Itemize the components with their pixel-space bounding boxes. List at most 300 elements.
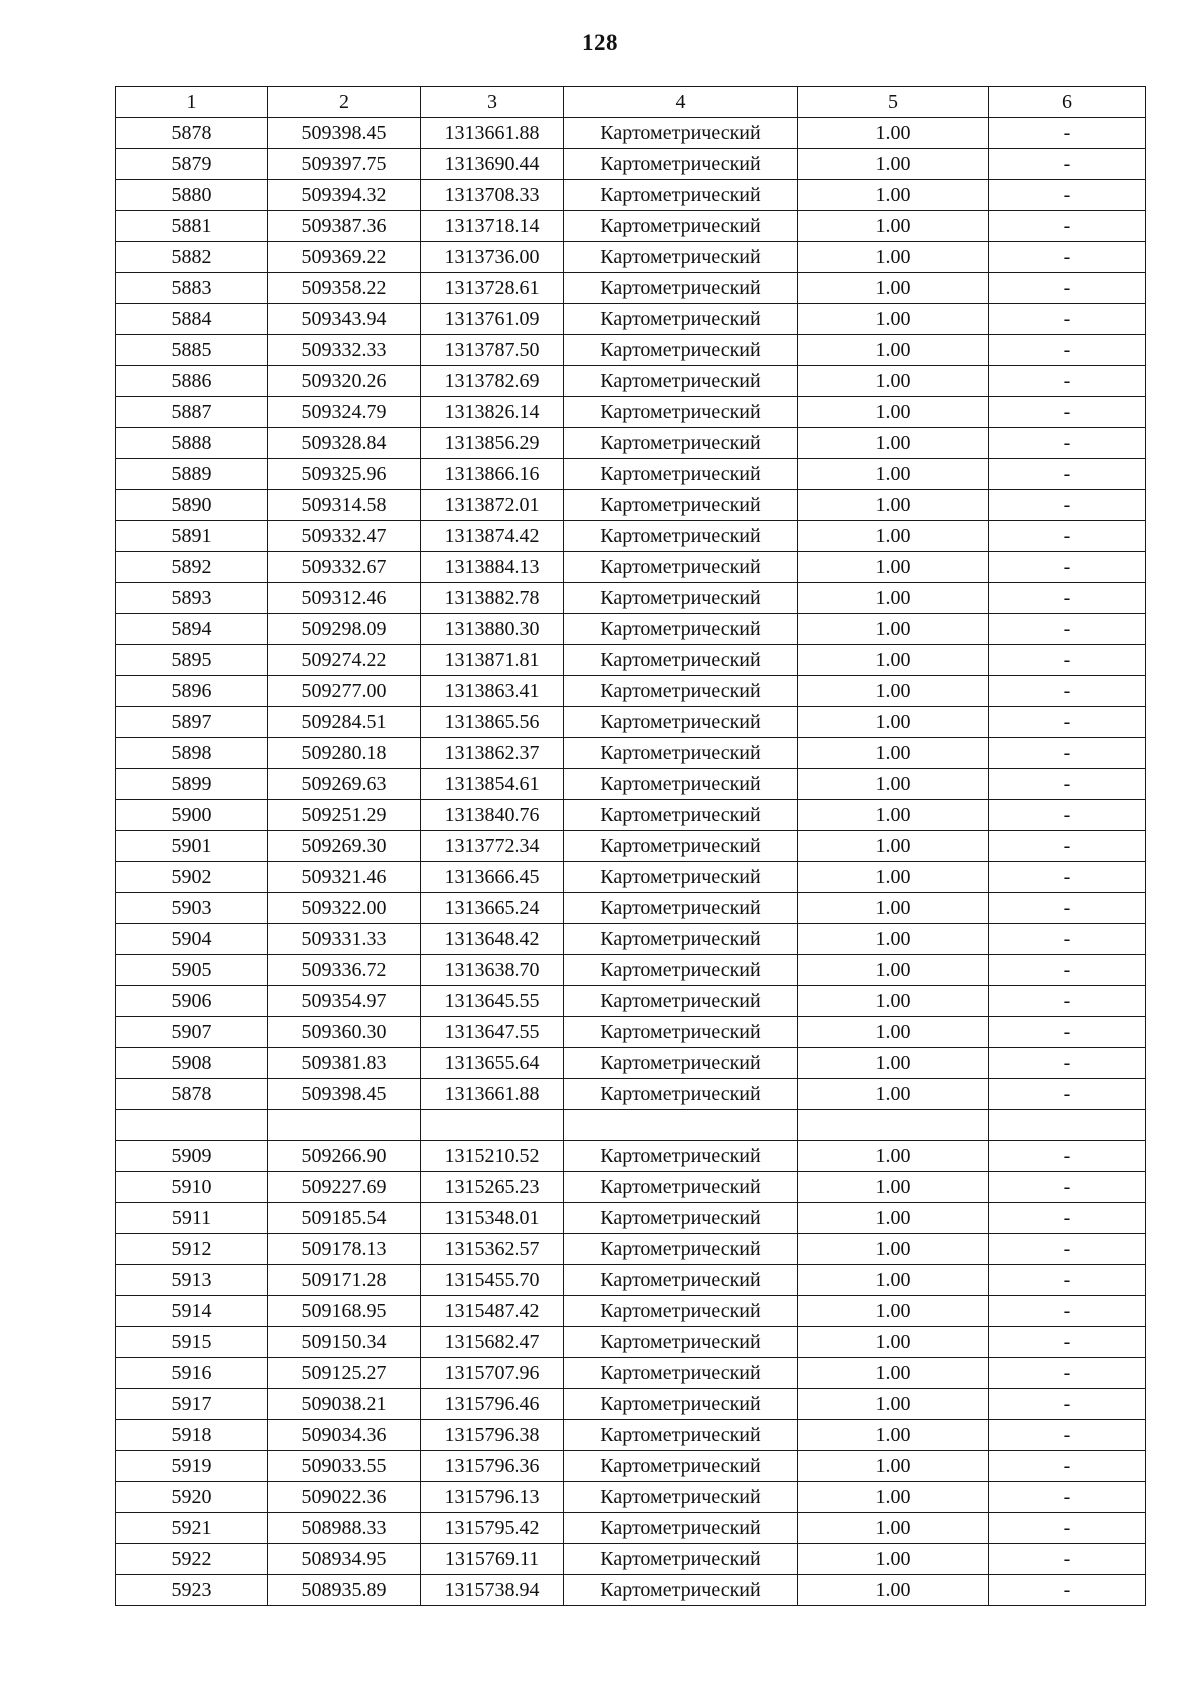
accuracy-cell: 1.00: [798, 242, 989, 273]
table-row: [116, 924, 1146, 955]
y-coordinate-cell: 1315487.42: [421, 1296, 564, 1327]
method-cell: Картометрический: [564, 490, 798, 521]
table-row: [116, 1544, 1146, 1575]
x-coordinate-cell: 509185.54: [268, 1203, 421, 1234]
x-coordinate-cell: 509332.67: [268, 552, 421, 583]
x-coordinate-cell: 509321.46: [268, 862, 421, 893]
point-number-cell: 5895: [116, 645, 268, 676]
y-coordinate-cell: 1313787.50: [421, 335, 564, 366]
y-coordinate-cell: 1313874.42: [421, 521, 564, 552]
note-cell: -: [989, 521, 1146, 552]
table-row: [116, 490, 1146, 521]
point-number-cell: 5893: [116, 583, 268, 614]
note-cell: -: [989, 1017, 1146, 1048]
accuracy-cell: 1.00: [798, 1141, 989, 1172]
accuracy-cell: 1.00: [798, 1172, 989, 1203]
accuracy-cell: 1.00: [798, 707, 989, 738]
accuracy-cell: 1.00: [798, 986, 989, 1017]
y-coordinate-cell: 1313645.55: [421, 986, 564, 1017]
note-cell: -: [989, 1575, 1146, 1606]
accuracy-cell: 1.00: [798, 831, 989, 862]
point-number-cell: 5911: [116, 1203, 268, 1234]
y-coordinate-cell: 1313648.42: [421, 924, 564, 955]
method-cell: Картометрический: [564, 707, 798, 738]
table-row: [116, 1420, 1146, 1451]
accuracy-cell: 1.00: [798, 1296, 989, 1327]
x-coordinate-cell: 509269.63: [268, 769, 421, 800]
y-coordinate-cell: 1313856.29: [421, 428, 564, 459]
x-coordinate-cell: 509336.72: [268, 955, 421, 986]
method-cell: Картометрический: [564, 180, 798, 211]
point-number-cell: 5902: [116, 862, 268, 893]
accuracy-cell: 1.00: [798, 1327, 989, 1358]
accuracy-cell: 1.00: [798, 180, 989, 211]
y-coordinate-cell: 1313728.61: [421, 273, 564, 304]
table-body: [116, 118, 1146, 1606]
method-cell: Картометрический: [564, 831, 798, 862]
x-coordinate-cell: 509227.69: [268, 1172, 421, 1203]
method-cell: Картометрический: [564, 118, 798, 149]
x-coordinate-cell: 509343.94: [268, 304, 421, 335]
method-cell: Картометрический: [564, 1234, 798, 1265]
accuracy-cell: 1.00: [798, 893, 989, 924]
page-number: 128: [582, 30, 618, 55]
point-number-cell: 5892: [116, 552, 268, 583]
y-coordinate-cell: 1313880.30: [421, 614, 564, 645]
table-row: [116, 862, 1146, 893]
point-number-cell: 5907: [116, 1017, 268, 1048]
accuracy-cell: 1.00: [798, 676, 989, 707]
accuracy-cell: 1.00: [798, 211, 989, 242]
table-row: [116, 149, 1146, 180]
method-cell: Картометрический: [564, 1420, 798, 1451]
method-cell: Картометрический: [564, 1017, 798, 1048]
method-cell: Картометрический: [564, 614, 798, 645]
point-number-cell: 5908: [116, 1048, 268, 1079]
method-cell: Картометрический: [564, 1079, 798, 1110]
point-number-cell: 5878: [116, 118, 268, 149]
y-coordinate-cell: 1313782.69: [421, 366, 564, 397]
point-number-cell: 5885: [116, 335, 268, 366]
point-number-cell: 5897: [116, 707, 268, 738]
accuracy-cell: 1.00: [798, 1265, 989, 1296]
method-cell: Картометрический: [564, 1482, 798, 1513]
y-coordinate-cell: 1313871.81: [421, 645, 564, 676]
note-cell: -: [989, 1265, 1146, 1296]
x-coordinate-cell: 509298.09: [268, 614, 421, 645]
table-row: [116, 1172, 1146, 1203]
table-row: [116, 986, 1146, 1017]
x-coordinate-cell: 508934.95: [268, 1544, 421, 1575]
column-header: 6: [989, 87, 1146, 118]
y-coordinate-cell: 1313661.88: [421, 1079, 564, 1110]
y-coordinate-cell: 1313840.76: [421, 800, 564, 831]
accuracy-cell: 1.00: [798, 1389, 989, 1420]
x-coordinate-cell: 509251.29: [268, 800, 421, 831]
x-coordinate-cell: [268, 1110, 421, 1141]
note-cell: -: [989, 118, 1146, 149]
table-row: [116, 1513, 1146, 1544]
y-coordinate-cell: 1315455.70: [421, 1265, 564, 1296]
y-coordinate-cell: 1313638.70: [421, 955, 564, 986]
y-coordinate-cell: 1313665.24: [421, 893, 564, 924]
y-coordinate-cell: 1315738.94: [421, 1575, 564, 1606]
note-cell: -: [989, 149, 1146, 180]
note-cell: -: [989, 1544, 1146, 1575]
table-row: [116, 800, 1146, 831]
table-row: [116, 1482, 1146, 1513]
table-header-row: [116, 87, 1146, 118]
point-number-cell: 5887: [116, 397, 268, 428]
table-row: [116, 242, 1146, 273]
point-number-cell: 5894: [116, 614, 268, 645]
accuracy-cell: 1.00: [798, 273, 989, 304]
point-number-cell: 5879: [116, 149, 268, 180]
x-coordinate-cell: 509325.96: [268, 459, 421, 490]
x-coordinate-cell: 509332.33: [268, 335, 421, 366]
method-cell: Картометрический: [564, 1048, 798, 1079]
x-coordinate-cell: 509266.90: [268, 1141, 421, 1172]
y-coordinate-cell: 1313761.09: [421, 304, 564, 335]
column-header: 5: [798, 87, 989, 118]
note-cell: -: [989, 180, 1146, 211]
note-cell: -: [989, 1079, 1146, 1110]
table-row: [116, 1327, 1146, 1358]
table-row: [116, 831, 1146, 862]
point-number-cell: 5910: [116, 1172, 268, 1203]
table-row: [116, 273, 1146, 304]
y-coordinate-cell: 1313666.45: [421, 862, 564, 893]
method-cell: Картометрический: [564, 149, 798, 180]
table-row: [116, 366, 1146, 397]
y-coordinate-cell: 1313882.78: [421, 583, 564, 614]
accuracy-cell: 1.00: [798, 428, 989, 459]
note-cell: -: [989, 1327, 1146, 1358]
table-row: [116, 1451, 1146, 1482]
note-cell: -: [989, 1234, 1146, 1265]
x-coordinate-cell: 509397.75: [268, 149, 421, 180]
y-coordinate-cell: 1313865.56: [421, 707, 564, 738]
accuracy-cell: 1.00: [798, 614, 989, 645]
y-coordinate-cell: 1315796.13: [421, 1482, 564, 1513]
method-cell: Картометрический: [564, 676, 798, 707]
point-number-cell: 5903: [116, 893, 268, 924]
table-row: [116, 552, 1146, 583]
accuracy-cell: 1.00: [798, 1079, 989, 1110]
note-cell: -: [989, 1203, 1146, 1234]
method-cell: Картометрический: [564, 1265, 798, 1296]
table-row: [116, 676, 1146, 707]
x-coordinate-cell: 509320.26: [268, 366, 421, 397]
x-coordinate-cell: 509398.45: [268, 118, 421, 149]
accuracy-cell: 1.00: [798, 335, 989, 366]
x-coordinate-cell: 509394.32: [268, 180, 421, 211]
method-cell: Картометрический: [564, 738, 798, 769]
y-coordinate-cell: 1315707.96: [421, 1358, 564, 1389]
method-cell: Картометрический: [564, 273, 798, 304]
y-coordinate-cell: 1313862.37: [421, 738, 564, 769]
note-cell: -: [989, 1358, 1146, 1389]
point-number-cell: 5881: [116, 211, 268, 242]
y-coordinate-cell: 1315795.42: [421, 1513, 564, 1544]
point-number-cell: 5920: [116, 1482, 268, 1513]
x-coordinate-cell: 509322.00: [268, 893, 421, 924]
note-cell: -: [989, 1389, 1146, 1420]
accuracy-cell: 1.00: [798, 1544, 989, 1575]
note-cell: -: [989, 552, 1146, 583]
note-cell: -: [989, 676, 1146, 707]
x-coordinate-cell: 509277.00: [268, 676, 421, 707]
note-cell: -: [989, 924, 1146, 955]
x-coordinate-cell: 509328.84: [268, 428, 421, 459]
accuracy-cell: 1.00: [798, 862, 989, 893]
y-coordinate-cell: 1315769.11: [421, 1544, 564, 1575]
note-cell: -: [989, 428, 1146, 459]
y-coordinate-cell: 1313872.01: [421, 490, 564, 521]
accuracy-cell: 1.00: [798, 769, 989, 800]
note-cell: -: [989, 707, 1146, 738]
note-cell: -: [989, 1048, 1146, 1079]
accuracy-cell: 1.00: [798, 645, 989, 676]
accuracy-cell: 1.00: [798, 397, 989, 428]
method-cell: Картометрический: [564, 552, 798, 583]
y-coordinate-cell: 1313826.14: [421, 397, 564, 428]
point-number-cell: 5918: [116, 1420, 268, 1451]
point-number-cell: 5900: [116, 800, 268, 831]
accuracy-cell: 1.00: [798, 366, 989, 397]
table-row: [116, 1110, 1146, 1141]
accuracy-cell: [798, 1110, 989, 1141]
note-cell: -: [989, 1513, 1146, 1544]
method-cell: Картометрический: [564, 1451, 798, 1482]
point-number-cell: 5922: [116, 1544, 268, 1575]
accuracy-cell: 1.00: [798, 924, 989, 955]
y-coordinate-cell: 1315796.36: [421, 1451, 564, 1482]
table-row: [116, 1389, 1146, 1420]
y-coordinate-cell: 1313655.64: [421, 1048, 564, 1079]
x-coordinate-cell: 509033.55: [268, 1451, 421, 1482]
x-coordinate-cell: 509324.79: [268, 397, 421, 428]
y-coordinate-cell: 1313772.34: [421, 831, 564, 862]
note-cell: -: [989, 211, 1146, 242]
table-row: [116, 1048, 1146, 1079]
point-number-cell: 5919: [116, 1451, 268, 1482]
x-coordinate-cell: 509280.18: [268, 738, 421, 769]
point-number-cell: 5891: [116, 521, 268, 552]
x-coordinate-cell: 509178.13: [268, 1234, 421, 1265]
method-cell: Картометрический: [564, 1575, 798, 1606]
point-number-cell: [116, 1110, 268, 1141]
note-cell: -: [989, 1296, 1146, 1327]
accuracy-cell: 1.00: [798, 118, 989, 149]
accuracy-cell: 1.00: [798, 1234, 989, 1265]
y-coordinate-cell: 1315265.23: [421, 1172, 564, 1203]
point-number-cell: 5882: [116, 242, 268, 273]
table-row: [116, 893, 1146, 924]
note-cell: -: [989, 614, 1146, 645]
x-coordinate-cell: 509034.36: [268, 1420, 421, 1451]
table-row: [116, 1141, 1146, 1172]
table-row: [116, 1079, 1146, 1110]
table-row: [116, 583, 1146, 614]
y-coordinate-cell: 1313736.00: [421, 242, 564, 273]
table-row: [116, 614, 1146, 645]
x-coordinate-cell: 508988.33: [268, 1513, 421, 1544]
x-coordinate-cell: 509354.97: [268, 986, 421, 1017]
note-cell: -: [989, 273, 1146, 304]
point-number-cell: 5884: [116, 304, 268, 335]
note-cell: -: [989, 490, 1146, 521]
table-row: [116, 1358, 1146, 1389]
method-cell: Картометрический: [564, 955, 798, 986]
accuracy-cell: 1.00: [798, 1358, 989, 1389]
accuracy-cell: 1.00: [798, 738, 989, 769]
y-coordinate-cell: 1315362.57: [421, 1234, 564, 1265]
note-cell: -: [989, 459, 1146, 490]
note-cell: -: [989, 800, 1146, 831]
point-number-cell: 5923: [116, 1575, 268, 1606]
method-cell: Картометрический: [564, 893, 798, 924]
method-cell: Картометрический: [564, 1358, 798, 1389]
x-coordinate-cell: 509274.22: [268, 645, 421, 676]
accuracy-cell: 1.00: [798, 304, 989, 335]
x-coordinate-cell: 509125.27: [268, 1358, 421, 1389]
x-coordinate-cell: 509358.22: [268, 273, 421, 304]
note-cell: -: [989, 304, 1146, 335]
method-cell: Картометрический: [564, 366, 798, 397]
accuracy-cell: 1.00: [798, 955, 989, 986]
method-cell: Картометрический: [564, 1141, 798, 1172]
point-number-cell: 5889: [116, 459, 268, 490]
x-coordinate-cell: 509312.46: [268, 583, 421, 614]
method-cell: Картометрический: [564, 800, 798, 831]
x-coordinate-cell: 509360.30: [268, 1017, 421, 1048]
y-coordinate-cell: 1315210.52: [421, 1141, 564, 1172]
accuracy-cell: 1.00: [798, 1048, 989, 1079]
point-number-cell: 5890: [116, 490, 268, 521]
x-coordinate-cell: 509369.22: [268, 242, 421, 273]
table-row: [116, 428, 1146, 459]
method-cell: Картометрический: [564, 1327, 798, 1358]
y-coordinate-cell: 1313884.13: [421, 552, 564, 583]
note-cell: -: [989, 1172, 1146, 1203]
note-cell: -: [989, 242, 1146, 273]
accuracy-cell: 1.00: [798, 1451, 989, 1482]
x-coordinate-cell: 509332.47: [268, 521, 421, 552]
table-row: [116, 707, 1146, 738]
table-row: [116, 118, 1146, 149]
x-coordinate-cell: 509171.28: [268, 1265, 421, 1296]
point-number-cell: 5916: [116, 1358, 268, 1389]
method-cell: Картометрический: [564, 459, 798, 490]
note-cell: -: [989, 583, 1146, 614]
method-cell: Картометрический: [564, 924, 798, 955]
column-header: 3: [421, 87, 564, 118]
x-coordinate-cell: 509022.36: [268, 1482, 421, 1513]
method-cell: Картометрический: [564, 986, 798, 1017]
point-number-cell: 5888: [116, 428, 268, 459]
table-row: [116, 1203, 1146, 1234]
table-row: [116, 1296, 1146, 1327]
note-cell: -: [989, 862, 1146, 893]
accuracy-cell: 1.00: [798, 583, 989, 614]
y-coordinate-cell: 1313647.55: [421, 1017, 564, 1048]
note-cell: -: [989, 366, 1146, 397]
method-cell: Картометрический: [564, 645, 798, 676]
table-row: [116, 955, 1146, 986]
coordinates-table: [115, 86, 1146, 1606]
method-cell: Картометрический: [564, 1296, 798, 1327]
note-cell: -: [989, 893, 1146, 924]
point-number-cell: 5878: [116, 1079, 268, 1110]
method-cell: Картометрический: [564, 583, 798, 614]
note-cell: -: [989, 1420, 1146, 1451]
method-cell: Картометрический: [564, 1172, 798, 1203]
y-coordinate-cell: 1313690.44: [421, 149, 564, 180]
x-coordinate-cell: 509284.51: [268, 707, 421, 738]
y-coordinate-cell: 1313718.14: [421, 211, 564, 242]
method-cell: [564, 1110, 798, 1141]
y-coordinate-cell: [421, 1110, 564, 1141]
method-cell: Картометрический: [564, 1203, 798, 1234]
point-number-cell: 5906: [116, 986, 268, 1017]
accuracy-cell: 1.00: [798, 800, 989, 831]
x-coordinate-cell: 509387.36: [268, 211, 421, 242]
table-row: [116, 769, 1146, 800]
point-number-cell: 5904: [116, 924, 268, 955]
method-cell: Картометрический: [564, 862, 798, 893]
point-number-cell: 5909: [116, 1141, 268, 1172]
accuracy-cell: 1.00: [798, 490, 989, 521]
method-cell: Картометрический: [564, 1513, 798, 1544]
accuracy-cell: 1.00: [798, 1575, 989, 1606]
y-coordinate-cell: 1315682.47: [421, 1327, 564, 1358]
table-row: [116, 180, 1146, 211]
point-number-cell: 5901: [116, 831, 268, 862]
x-coordinate-cell: 508935.89: [268, 1575, 421, 1606]
point-number-cell: 5896: [116, 676, 268, 707]
y-coordinate-cell: 1313708.33: [421, 180, 564, 211]
y-coordinate-cell: 1315796.46: [421, 1389, 564, 1420]
point-number-cell: 5883: [116, 273, 268, 304]
table-row: [116, 335, 1146, 366]
note-cell: -: [989, 1451, 1146, 1482]
note-cell: -: [989, 1482, 1146, 1513]
note-cell: -: [989, 986, 1146, 1017]
column-header: 4: [564, 87, 798, 118]
method-cell: Картометрический: [564, 1389, 798, 1420]
note-cell: -: [989, 955, 1146, 986]
note-cell: -: [989, 397, 1146, 428]
method-cell: Картометрический: [564, 521, 798, 552]
note-cell: -: [989, 645, 1146, 676]
table-row: [116, 645, 1146, 676]
method-cell: Картометрический: [564, 1544, 798, 1575]
accuracy-cell: 1.00: [798, 1513, 989, 1544]
point-number-cell: 5905: [116, 955, 268, 986]
point-number-cell: 5921: [116, 1513, 268, 1544]
accuracy-cell: 1.00: [798, 1420, 989, 1451]
note-cell: -: [989, 769, 1146, 800]
point-number-cell: 5880: [116, 180, 268, 211]
x-coordinate-cell: 509314.58: [268, 490, 421, 521]
x-coordinate-cell: 509331.33: [268, 924, 421, 955]
point-number-cell: 5898: [116, 738, 268, 769]
table-row: [116, 459, 1146, 490]
column-header: 2: [268, 87, 421, 118]
x-coordinate-cell: 509269.30: [268, 831, 421, 862]
accuracy-cell: 1.00: [798, 149, 989, 180]
